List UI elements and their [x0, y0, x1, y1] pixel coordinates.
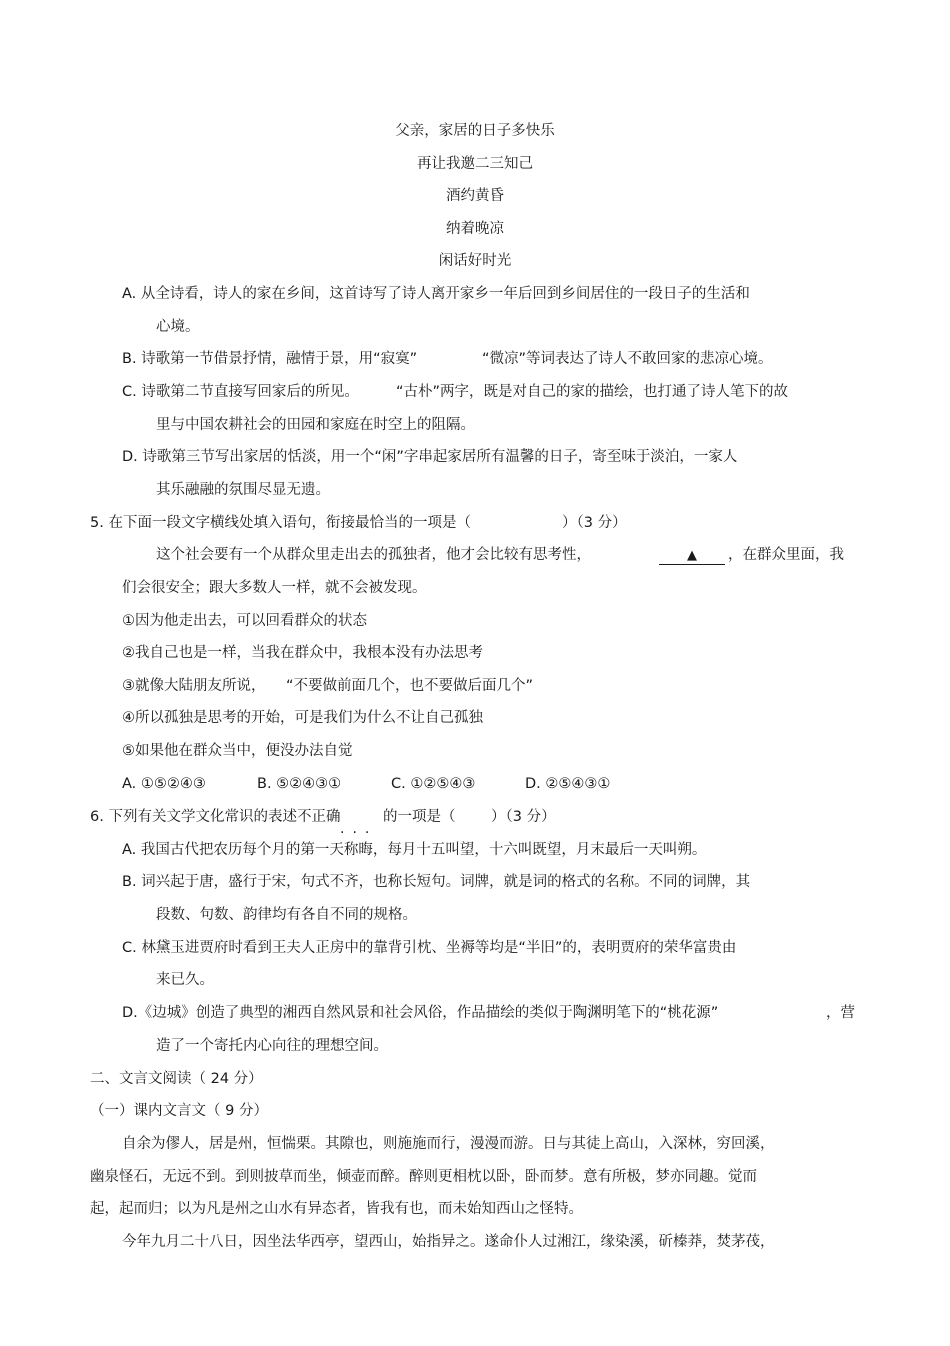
q5-sentence-1: ①因为他走出去，可以回看群众的状态: [122, 613, 367, 629]
q4-option-c-rest: “古朴”两字，既是对自己的家的描绘，也打通了诗人笔下的故: [396, 384, 789, 400]
q5-paragraph-line-2: 们会很安全；跟大多数人一样，就不会被发现。: [122, 580, 427, 596]
q4-option-c-cont: 里与中国农耕社会的田园和家庭在时空上的阻隔。: [156, 417, 475, 433]
q6-stem-mid: 的一项是（: [383, 809, 456, 825]
passage-line-2: 幽泉怪石，无远不到。到则披草而坐，倾壶而醉。醉则更相枕以卧，卧而梦。意有所极，梦亦同趣。觉而: [90, 1169, 757, 1185]
q4-option-a-cont: 心境。: [156, 319, 200, 335]
q5-option-d: D. ②⑤④③①: [525, 776, 611, 792]
poem-line-2: 再让我邀二三知己: [417, 156, 533, 172]
passage-line-4: 今年九月二十八日，因坐法华西亭，望西山，始指异之。遂命仆人过湘江，缘染溪，斫榛莽，焚茅茷，: [122, 1234, 775, 1250]
q5-sentence-5: ⑤如果他在群众当中，便没办法自觉: [122, 743, 353, 759]
q5-stem: 5. 在下面一段文字横线处填入语句，衔接最恰当的一项是（: [90, 515, 471, 531]
poem-line-4: 纳着晚凉: [446, 221, 504, 237]
q6-option-d-end: ，营: [826, 1005, 855, 1021]
emphasis-dots: ...: [340, 821, 378, 837]
q6-stem-score: ）（3 分）: [491, 809, 556, 825]
q6-option-b-cont: 段数、句数、韵律均有各自不同的规格。: [156, 907, 417, 923]
q4-option-c: C. 诗歌第二节直接写回家后的所见。: [122, 384, 359, 400]
q5-option-c: C. ①②⑤④③: [391, 776, 476, 792]
passage-line-3: 起，起而归；以为凡是州之山水有异态者，皆我有也，而未始知西山之怪特。: [90, 1201, 583, 1217]
blank-marker: ▲: [659, 548, 725, 565]
poem-line-3: 酒约黄昏: [446, 188, 504, 204]
q6-option-a: A. 我国古代把农历每个月的第一天称晦，每月十五叫望，十六叫既望，月末最后一天叫朔。: [122, 842, 707, 858]
q5-blank: [659, 545, 725, 565]
q4-option-d: D. 诗歌第三节写出家居的恬淡，用一个“闲”字串起家居所有温馨的日子，寄至味于淡泊，一家人: [122, 449, 738, 465]
q6-option-d-cont: 造了一个寄托内心向往的理想空间。: [156, 1038, 388, 1054]
section-title: 二、文言文阅读（ 24 分）: [90, 1071, 263, 1087]
q5-stem-end: ）（3 分）: [562, 515, 627, 531]
q5-sentence-3: ③就像大陆朋友所说，: [122, 678, 266, 694]
q4-option-a: A. 从全诗看，诗人的家在乡间，这首诗写了诗人离开家乡一年后回到乡间居住的一段日子的生活和: [122, 286, 750, 302]
q4-option-b-rest: “微凉”等词表达了诗人不敢回家的悲凉心境。: [482, 351, 773, 367]
q6-option-c: C. 林黛玉进贾府时看到王夫人正房中的靠背引枕、坐褥等均是“半旧”的，表明贾府的荣华富贵由: [122, 940, 737, 956]
q5-sentence-2: ②我自己也是一样，当我在群众中，我根本没有办法思考: [122, 645, 483, 661]
q5-sentence-3-quote: “不要做前面几个，也不要做后面几个”: [286, 678, 534, 694]
passage-line-1: 自余为僇人，居是州，恒惴栗。其隙也，则施施而行，漫漫而游。日与其徒上高山，入深林，穷回溪，: [122, 1136, 775, 1152]
q6-option-c-cont: 来已久。: [156, 972, 214, 988]
q5-paragraph-line-1-end: ，在群众里面，我: [728, 547, 844, 563]
q6-stem: 6. 下列有关文学文化常识的表述不正确: [90, 809, 341, 825]
q5-paragraph-line-1: 这个社会要有一个从群众里走出去的孤独者，他才会比较有思考性，: [156, 547, 591, 563]
poem-line-1: 父亲，家居的日子多快乐: [395, 123, 555, 139]
poem-line-5: 闲话好时光: [438, 253, 512, 269]
q5-sentence-4: ④所以孤独是思考的开始，可是我们为什么不让自己孤独: [122, 710, 483, 726]
q4-option-b: B. 诗歌第一节借景抒情，融情于景，用“寂寞”: [122, 351, 418, 367]
q5-option-b: B. ⑤②④③①: [257, 776, 342, 792]
q6-option-b: B. 词兴起于唐，盛行于宋，句式不齐，也称长短句。词牌，就是词的格式的名称。不同的词牌，其: [122, 874, 751, 890]
q6-option-d: D.《边城》创造了典型的湘西自然风景和社会风俗，作品描绘的类似于陶渊明笔下的“桃花源”: [122, 1005, 719, 1021]
subsection-title: （一）课内文言文（ 9 分）: [90, 1103, 268, 1119]
q4-option-d-cont: 其乐融融的氛围尽显无遗。: [156, 482, 330, 498]
q5-option-a: A. ①⑤②④③: [122, 776, 206, 792]
